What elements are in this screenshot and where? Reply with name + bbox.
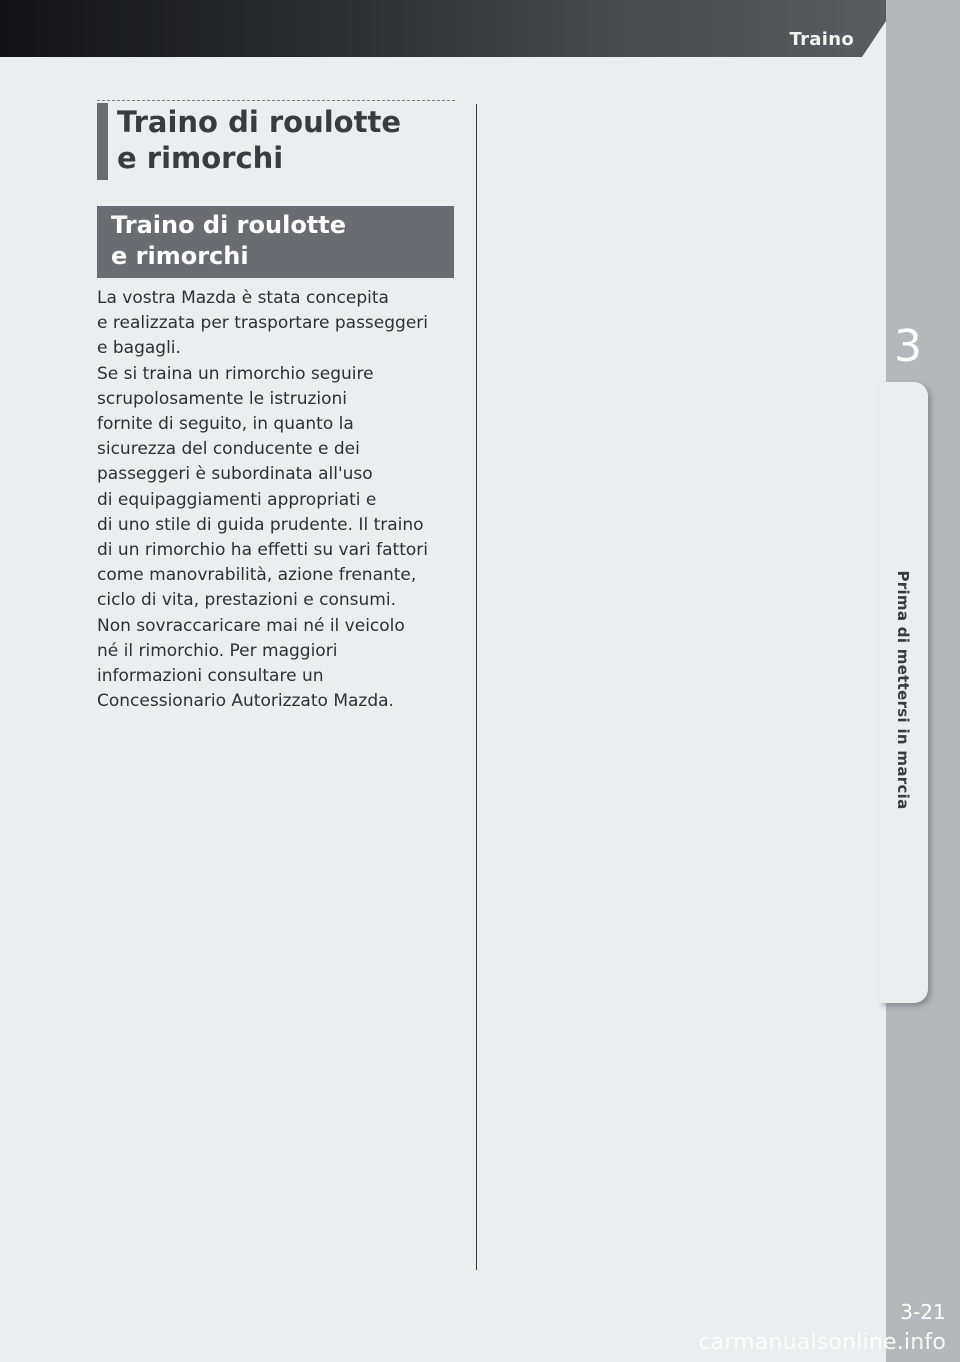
title-accent-bar: [97, 103, 108, 180]
body-paragraph: [97, 286, 459, 714]
body-line: La vostra Mazda è stata concepita: [97, 288, 389, 308]
body-line: e realizzata per trasportare passeggeri: [97, 313, 429, 334]
body-line: Se si traina un rimorchio seguire: [97, 363, 374, 384]
body-line: sicurezza del conducente e dei: [97, 439, 360, 460]
body-line: scrupolosamente le istruzioni: [97, 388, 348, 409]
body-line: di un rimorchio ha effetti su vari fattori: [97, 540, 428, 561]
page-number: 3-21: [900, 1300, 946, 1324]
body-line: fornite di seguito, in quanto la: [97, 414, 354, 435]
chapter-title: Prima di mettersi in marcia: [894, 570, 912, 810]
watermark-text: carmanualsonline.info: [698, 1330, 946, 1355]
body-line: come manovrabilità, azione frenante,: [97, 565, 417, 586]
body-line: passeggeri è subordinata all'uso: [97, 464, 373, 485]
chapter-number: 3: [894, 321, 922, 372]
body-line: ciclo di vita, prestazioni e consumi.: [97, 590, 396, 611]
header-band: [0, 0, 900, 57]
body-line: informazioni consultare un: [97, 666, 324, 687]
column-divider: [476, 104, 477, 1270]
body-line: né il rimorchio. Per maggiori: [97, 640, 338, 661]
header-section-title: Traino: [789, 29, 854, 50]
page-title: Traino di roulotte e rimorchi: [117, 105, 401, 175]
body-line: e bagagli.: [97, 338, 181, 359]
subheading: Traino di roulotte e rimorchi: [111, 211, 347, 270]
body-line: Non sovraccaricare mai né il veicolo: [97, 615, 405, 636]
body-line: di equipaggiamenti appropriati e: [97, 489, 377, 510]
body-line: di uno stile di guida prudente. Il traino: [97, 514, 424, 535]
subheading-banner: [97, 206, 454, 278]
title-dashed-rule: [97, 100, 455, 101]
body-line: Concessionario Autorizzato Mazda.: [97, 691, 394, 712]
